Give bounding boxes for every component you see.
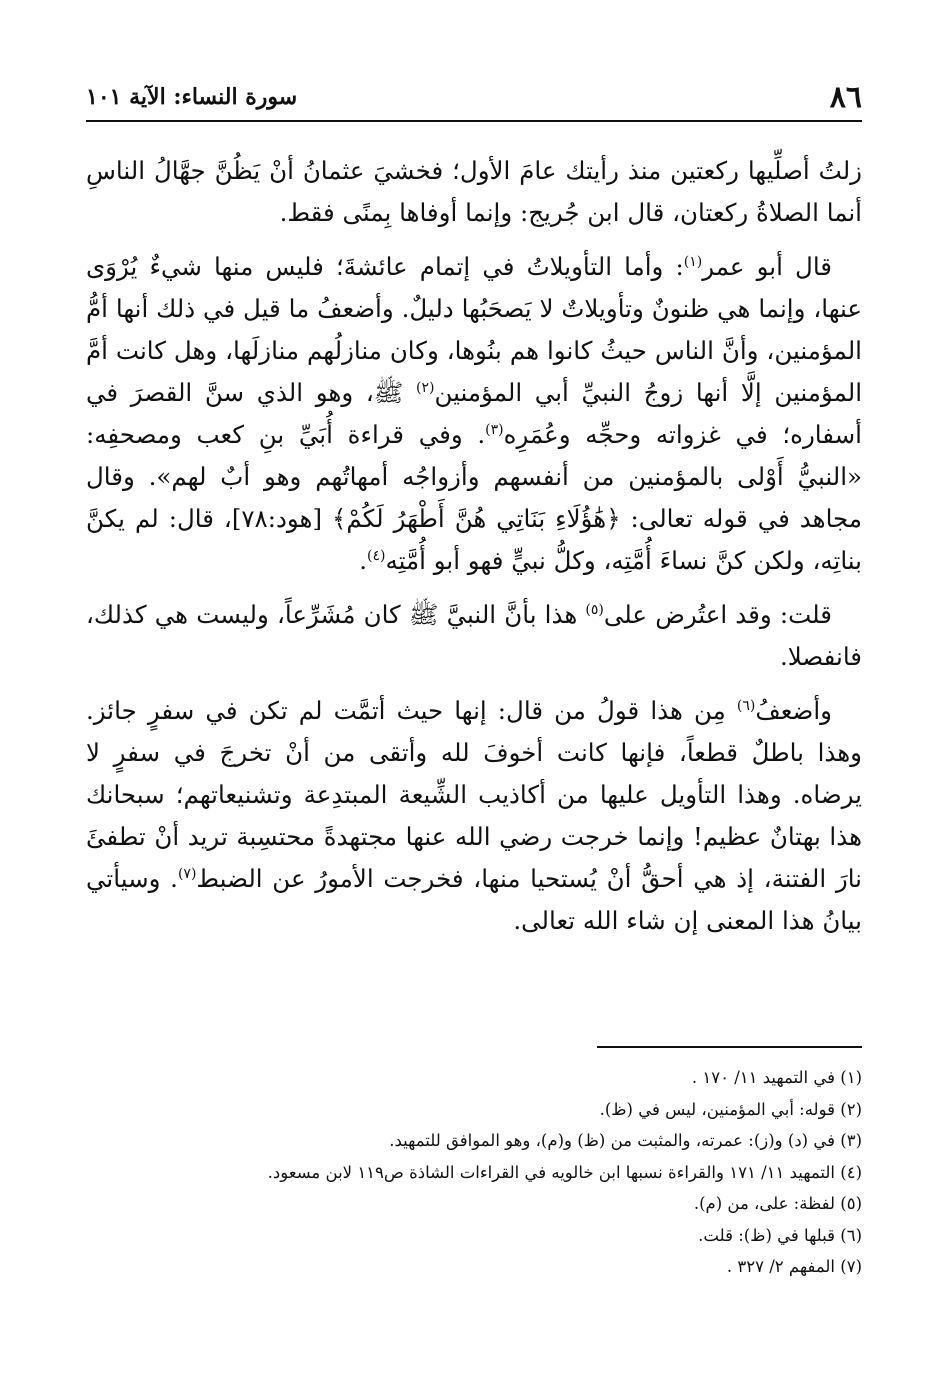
- paragraph: [86, 150, 862, 234]
- text-segment: هذا بأنَّ النبيَّ ﷺ كان مُشَرِّعاً، وليست هي كذلك، فانفصلا.: [86, 600, 862, 671]
- footnote-ref: (٢): [416, 379, 435, 396]
- footnote: (١) في التمهيد ١١/ ١٧٠ .: [691, 1068, 862, 1087]
- paragraph: [86, 594, 862, 678]
- footnote: (٣) في (د) و(ز): عمرته، والمثبت من (ظ) و(م)، وهو الموافق للتمهيد.: [389, 1131, 862, 1150]
- text-segment: : وأما التأويلاتُ في إتمام عائشةَ؛ فليس منها شيءٌ يُرْوَى عنها، وإنما هي ظنونٌ وتأويلاتٌ لا يَصحَبُها دليلٌ. وأضعفُ ما قيل في ذلك أنها أمُّ المؤمنين، وأنَّ الناس حيثُ كانوا هم بنُوها، وكان منازلُهم منازلَها، وهل كانت أمَّ المؤمنين إلَّا أنها زوجُ النبيِّ أبي المؤمنين: [86, 252, 863, 407]
- footnote-ref: (١): [683, 253, 703, 270]
- text-segment: . وسيأتي بيانُ هذا المعنى إن شاء الله تعالى.: [86, 864, 862, 935]
- text-segment: قال أبو عمر: [702, 252, 833, 281]
- footnote: (٦) قبلها في (ظ): قلت.: [698, 1225, 862, 1245]
- running-title: سورة النساء: الآية ١٠١: [86, 84, 298, 110]
- footnote: (٧) المفهم ٢/ ٣٢٧ .: [726, 1257, 862, 1276]
- text-segment: . وفي قراءة أُبَيِّ بنِ كعب ومصحفِه: «النبيُّ أَوْلى بالمؤمنين من أنفسهم وأزواجُه أمهاتُهم وهو أبٌ لهم». وقال مجاهد في قوله تعالى: ﴿هَٰؤُلَاءِ بَنَاتِي هُنَّ أَطْهَرُ لَكُمْ﴾ [هود:٧٨]، قال: لم يكنَّ بناتِه، ولكن كنَّ نساءَ أُمَّتِه، وكلُّ نبيٍّ فهو أبو أُمَّتِه: [86, 420, 862, 575]
- footnote: (٢) قوله: أبي المؤمنين، ليس في (ظ).: [599, 1099, 862, 1119]
- page-header: [86, 70, 862, 122]
- footnotes: [86, 1062, 862, 1283]
- text-segment: وأضعفُ: [755, 696, 832, 725]
- footnote-ref: (٧): [177, 865, 197, 882]
- footnote-ref: (٥): [585, 601, 604, 618]
- page-number: ٨٦: [829, 80, 862, 115]
- footnote-divider: [597, 1046, 862, 1048]
- text-segment: .: [359, 546, 367, 575]
- footnote-ref: (٦): [736, 697, 756, 714]
- footnote-ref: (٤): [367, 547, 386, 564]
- text-segment: قلت: وقد اعتُرض على: [603, 600, 832, 629]
- text-segment: ﷺ، وهو الذي سنَّ القصرَ في أسفاره؛ في غزواته وحجِّه وعُمَرِه: [86, 378, 862, 449]
- footnote-ref: (٣): [485, 421, 504, 438]
- text-segment: زلتُ أصلِّيها ركعتين منذ رأيتك عامَ الأول؛ فخشيَ عثمانُ أنْ يَظُنَّ جهَّالُ الناسِ أنما الصلاةُ ركعتان، قال ابن جُريج: وإنما أوفاها بِمنًى فقط.: [86, 156, 862, 227]
- footnote: (٤) التمهيد ١١/ ١٧١ والقراءة نسبها ابن خالويه في القراءات الشاذة ص١١٩ لابن مسعود.: [267, 1162, 862, 1182]
- body-text: [86, 150, 862, 954]
- paragraph: [86, 246, 862, 582]
- paragraph: [86, 690, 862, 942]
- text-segment: مِن هذا قولُ من قال: إنها حيث أتمَّت لم تكن في سفرٍ جائز. وهذا باطلٌ قطعاً، فإنها كانت أخوفَ لله وأتقى من أنْ تخرجَ في سفرٍ لا يرضاه. وهذا التأويل عليها من أكاذيب الشِّيعة المبتدِعة وتشنيعاتهم؛ سبحانك هذا بهتانٌ عظيم! وإنما خرجت رضي الله عنها مجتهدةً محتسِبة تريد أنْ تطفئَ نارَ الفتنة، إذ هي أحقُّ أنْ يُستحيا منها، فخرجت الأمورُ عن الضبط: [86, 696, 862, 893]
- footnote: (٥) لفظة: على، من (م).: [693, 1194, 862, 1213]
